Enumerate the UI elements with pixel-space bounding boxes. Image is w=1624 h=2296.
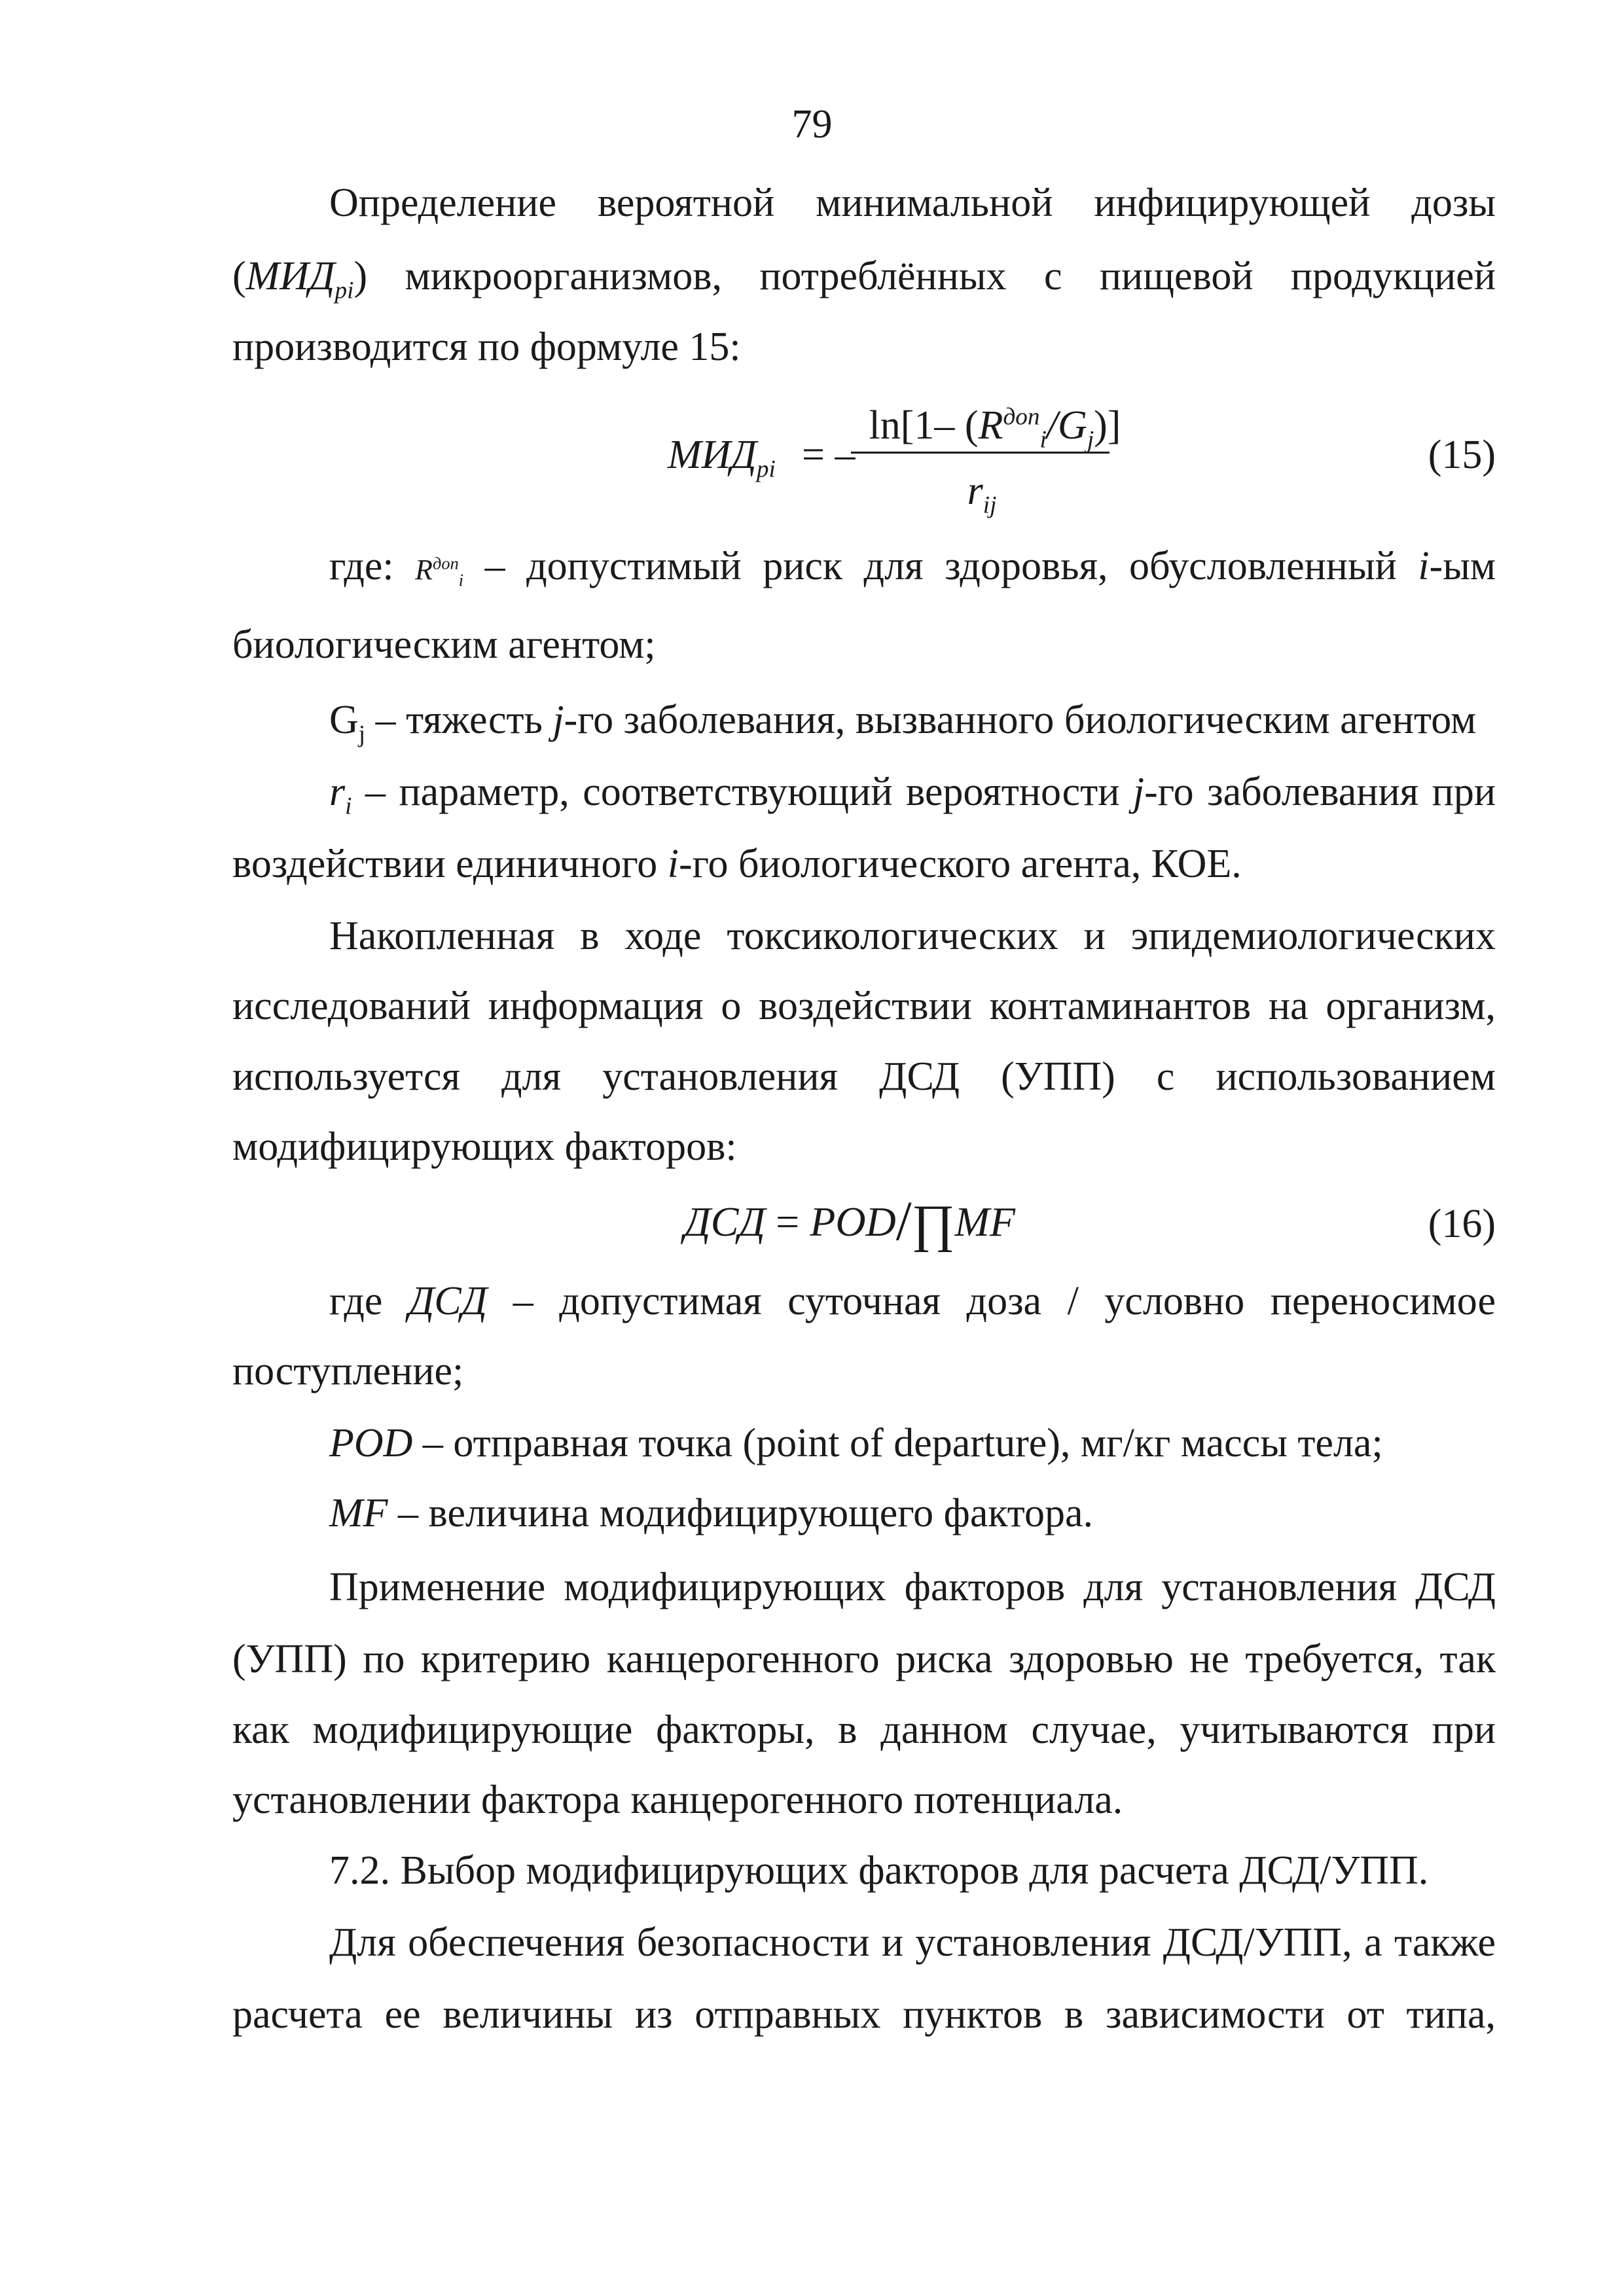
p3-line-3: как модифицирующие факторы, в данном случае, учитываются при [232, 1708, 1496, 1752]
p3-line-4: установлении фактора канцерогенного потенциала. [232, 1778, 1123, 1822]
eq15-number: (15) [1428, 433, 1496, 477]
eq16-formula: ДСД = POD/∏MF [684, 1189, 1015, 1253]
def15-r-line-2: воздействии единичного i-го биологического агента, КОЕ. [232, 842, 1242, 886]
eq15-equals: = – [802, 433, 856, 477]
def16-MF-line: MF – величина модифицирующего фактора. [329, 1491, 1093, 1535]
eq15-numerator: ln[1– $(R^{доп}_i/G_j)$] [869, 403, 1121, 454]
eq15-denominator: $r_{ij}$ [967, 469, 997, 519]
p2-line-1: Накопленная в ходе токсикологических и эпидемиологических [329, 914, 1496, 958]
p4-line-1: Для обеспечения безопасности и установления ДСД/УПП, а также [329, 1920, 1496, 1965]
p1-line-1: Определение вероятной минимальной инфицирующей дозы [329, 181, 1496, 225]
p1-line-2: $(МИД_{pi})$ микроорганизмов, потреблённых с пищевой продукцией [232, 254, 1496, 304]
p3-line-1: Применение модифицирующих факторов для установления ДСД [329, 1565, 1496, 1609]
def16-line-1: где ДСД – допустимая суточная доза / условно переносимое [329, 1279, 1496, 1323]
eq15-lhs: $МИД_{pi}$ [668, 433, 776, 483]
eq16-number: (16) [1428, 1202, 1496, 1246]
p1-line-3: производится по формуле 15: [232, 325, 741, 369]
def15-r-line-1: $r_i$ – параметр, соответствующий вероятности j-го заболевания при [329, 770, 1496, 820]
page-number: 79 [791, 102, 833, 147]
p4-line-2: расчета ее величины из отправных пунктов в зависимости от типа, [232, 1992, 1496, 2037]
p3-line-2: (УПП) по критерию канцерогенного риска здоровью не требуется, так [232, 1637, 1496, 1681]
section-heading: 7.2. Выбор модифицирующих факторов для расчета ДСД/УПП. [329, 1848, 1429, 1893]
def15-G-line: $G_j$ – тяжесть j-го заболевания, вызванного биологическим агентом [329, 698, 1477, 748]
p2-line-4: модифицирующих факторов: [232, 1124, 737, 1169]
p2-line-2: исследований информация о воздействии контаминантов на организм, [232, 984, 1496, 1028]
def16-line-2: поступление; [232, 1349, 464, 1393]
def16-POD-line: POD – отправная точка (point of departure), мг/кг массы тела; [329, 1421, 1383, 1465]
p2-line-3: используется для установления ДСД (УПП) с использованием [232, 1054, 1496, 1099]
def15-R-symbol: $R^{доп}_i$ [415, 553, 464, 590]
def15-line-1: где: $R^{доп}_i$ – допустимый риск для здоровья, обусловленный i-ым [329, 544, 1496, 590]
def15-line-2: биологическим агентом; [232, 622, 656, 667]
eq15-fraction-bar [851, 452, 1110, 454]
